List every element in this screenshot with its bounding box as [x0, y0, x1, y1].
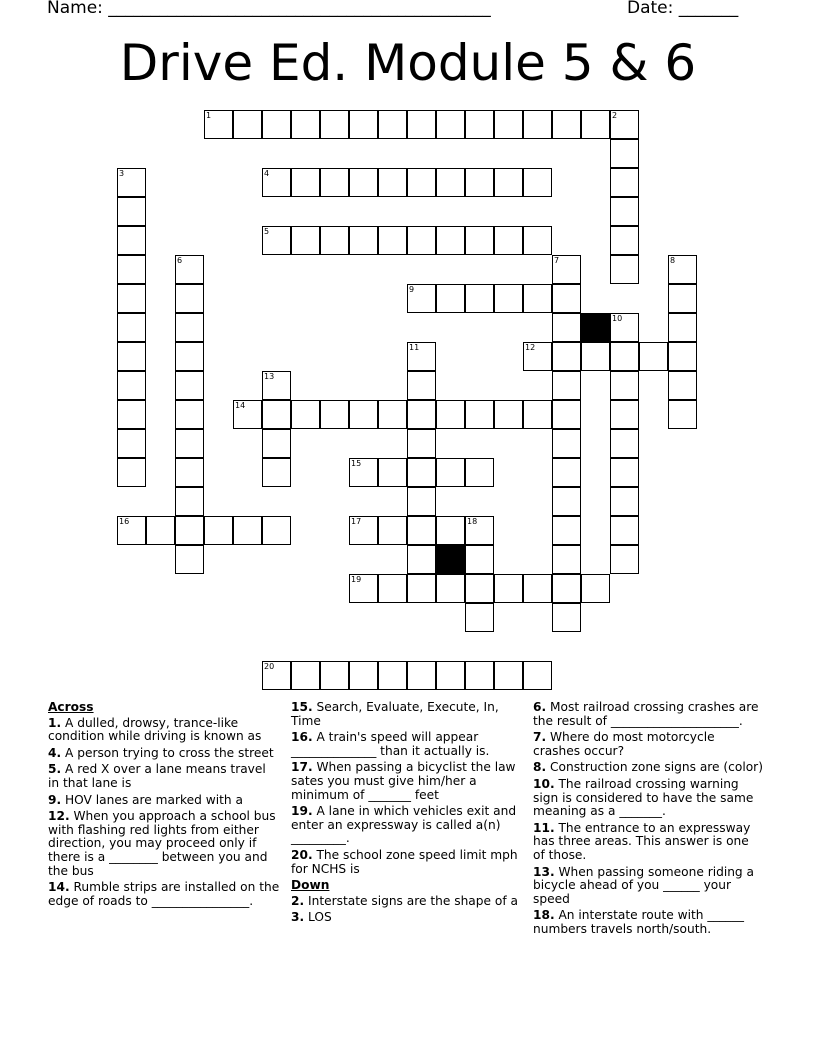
- grid-cell[interactable]: [117, 226, 146, 255]
- grid-cell[interactable]: [291, 226, 320, 255]
- grid-cell[interactable]: [262, 226, 291, 255]
- clue-num: 7.: [533, 730, 547, 745]
- clue-text: Construction zone signs are (color): [546, 760, 763, 775]
- grid-cell[interactable]: [465, 516, 494, 545]
- grid-cell[interactable]: [552, 516, 581, 545]
- grid-cell[interactable]: [407, 487, 436, 516]
- grid-cell[interactable]: [465, 284, 494, 313]
- grid-cell[interactable]: [465, 458, 494, 487]
- grid-cell[interactable]: [436, 516, 465, 545]
- clue-number: 3: [119, 169, 125, 178]
- grid-cell[interactable]: [349, 516, 378, 545]
- grid-cell[interactable]: [668, 342, 697, 371]
- clue-number: 1: [206, 111, 212, 120]
- grid-cell[interactable]: [407, 429, 436, 458]
- grid-cell[interactable]: [610, 313, 639, 342]
- grid-cell[interactable]: [117, 400, 146, 429]
- grid-cell[interactable]: [262, 516, 291, 545]
- clue-text: HOV lanes are marked with a: [61, 792, 243, 807]
- clue-number: 16: [119, 517, 130, 526]
- grid-cell[interactable]: [465, 545, 494, 574]
- grid-cell[interactable]: [407, 371, 436, 400]
- grid-cell[interactable]: [610, 139, 639, 168]
- grid-cell[interactable]: [436, 226, 465, 255]
- grid-cell[interactable]: [349, 574, 378, 603]
- grid-cell[interactable]: [175, 313, 204, 342]
- clue-num: 16.: [291, 730, 313, 745]
- clue-text: The school zone speed limit mph for NCHS is: [291, 847, 518, 876]
- clue-text: Search, Evaluate, Execute, In, Time: [291, 700, 499, 728]
- clue-text: Where do most motorcycle crashes occur?: [533, 730, 715, 758]
- clue-item: [291, 731, 519, 758]
- grid-cell[interactable]: [117, 255, 146, 284]
- date-line[interactable]: _______: [678, 0, 739, 18]
- grid-cell[interactable]: [349, 226, 378, 255]
- clue-item: [291, 701, 519, 728]
- grid-cell[interactable]: [204, 516, 233, 545]
- grid-cell[interactable]: [320, 661, 349, 690]
- clue-item: [48, 810, 280, 878]
- across-clue-list-2: [291, 701, 519, 876]
- grid-cell[interactable]: [320, 110, 349, 139]
- clue-text: A red X over a lane means travel in that lane is: [48, 762, 266, 790]
- grid-cell[interactable]: [523, 342, 552, 371]
- black-cell: [581, 313, 610, 342]
- clue-item: [48, 717, 280, 744]
- grid-cell[interactable]: [407, 458, 436, 487]
- grid-cell[interactable]: [552, 487, 581, 516]
- grid-cell[interactable]: [378, 226, 407, 255]
- grid-cell[interactable]: [117, 168, 146, 197]
- grid-cell[interactable]: [552, 545, 581, 574]
- grid-cell[interactable]: [436, 110, 465, 139]
- grid-cell[interactable]: [465, 168, 494, 197]
- clue-num: 6.: [533, 700, 547, 714]
- clue-text: An interstate route with ______ numbers travels north/south.: [533, 908, 744, 936]
- grid-cell[interactable]: [407, 545, 436, 574]
- grid-cell[interactable]: [175, 545, 204, 574]
- grid-cell[interactable]: [552, 255, 581, 284]
- grid-cell[interactable]: [407, 400, 436, 429]
- grid-cell[interactable]: [175, 400, 204, 429]
- grid-cell[interactable]: [581, 342, 610, 371]
- clue-number: 8: [670, 256, 676, 265]
- grid-cell[interactable]: [175, 284, 204, 313]
- clue-number: 19: [351, 575, 362, 584]
- grid-cell[interactable]: [117, 516, 146, 545]
- grid-cell[interactable]: [320, 226, 349, 255]
- clue-num: 4.: [48, 745, 62, 760]
- grid-cell[interactable]: [494, 284, 523, 313]
- clue-num: 12.: [48, 809, 70, 824]
- grid-cell[interactable]: [552, 313, 581, 342]
- clue-number: 12: [525, 343, 536, 352]
- clue-number: 13: [264, 372, 275, 381]
- grid-cell[interactable]: [349, 168, 378, 197]
- grid-cell[interactable]: [233, 400, 262, 429]
- grid-cell[interactable]: [610, 429, 639, 458]
- grid-cell[interactable]: [175, 342, 204, 371]
- grid-cell[interactable]: [146, 516, 175, 545]
- grid-cell[interactable]: [494, 110, 523, 139]
- clue-number: 15: [351, 459, 362, 468]
- clue-item: [291, 805, 519, 846]
- across-clue-list-1: [48, 717, 280, 909]
- grid-cell[interactable]: [668, 371, 697, 400]
- clues-column-3: [533, 701, 763, 940]
- grid-cell[interactable]: [552, 603, 581, 632]
- grid-cell[interactable]: [117, 284, 146, 313]
- name-label: Name:: [47, 0, 103, 18]
- grid-cell[interactable]: [407, 661, 436, 690]
- grid-cell[interactable]: [465, 574, 494, 603]
- grid-cell[interactable]: [552, 284, 581, 313]
- clue-item: [533, 701, 763, 728]
- grid-cell[interactable]: [378, 574, 407, 603]
- grid-cell[interactable]: [668, 255, 697, 284]
- clue-number: 7: [554, 256, 560, 265]
- grid-cell[interactable]: [407, 342, 436, 371]
- grid-cell[interactable]: [494, 400, 523, 429]
- grid-cell[interactable]: [639, 342, 668, 371]
- grid-cell[interactable]: [349, 458, 378, 487]
- grid-cell[interactable]: [581, 110, 610, 139]
- grid-cell[interactable]: [233, 516, 262, 545]
- clue-num: 3.: [291, 910, 305, 925]
- grid-cell[interactable]: [378, 168, 407, 197]
- clue-text: A lane in which vehicles exit and enter an expressway is called a(n) _________.: [291, 804, 517, 846]
- clue-num: 14.: [48, 880, 70, 895]
- clue-text: LOS: [304, 910, 332, 925]
- grid-cell[interactable]: [407, 110, 436, 139]
- clue-item: [533, 731, 763, 758]
- grid-cell[interactable]: [668, 400, 697, 429]
- grid-cell[interactable]: [436, 168, 465, 197]
- grid-cell[interactable]: [349, 400, 378, 429]
- grid-cell[interactable]: [610, 226, 639, 255]
- clue-number: 14: [235, 401, 246, 410]
- clue-num: 20.: [291, 847, 313, 862]
- grid-cell[interactable]: [291, 400, 320, 429]
- grid-cell[interactable]: [407, 574, 436, 603]
- clue-text: The entrance to an expressway has three areas. This answer is one of those.: [533, 820, 751, 862]
- grid-cell[interactable]: [610, 516, 639, 545]
- grid-cell[interactable]: [465, 661, 494, 690]
- grid-cell[interactable]: [291, 168, 320, 197]
- clue-number: 18: [467, 517, 478, 526]
- clue-text: The railroad crossing warning sign is considered to have the same meaning as a _______.: [533, 776, 754, 819]
- clue-item: [291, 895, 519, 909]
- clue-text: When passing someone riding a bicycle ahead of you ______ your speed: [533, 864, 755, 906]
- clue-num: 13.: [533, 864, 555, 879]
- grid-cell[interactable]: [610, 255, 639, 284]
- clue-num: 11.: [533, 820, 555, 835]
- grid-cell[interactable]: [407, 226, 436, 255]
- clue-item: [533, 866, 763, 907]
- grid-cell[interactable]: [581, 574, 610, 603]
- grid-cell[interactable]: [349, 661, 378, 690]
- clue-text: A train's speed will appear ______________ than it actually is.: [291, 730, 490, 758]
- grid-cell[interactable]: [262, 168, 291, 197]
- grid-cell[interactable]: [523, 400, 552, 429]
- clue-number: 11: [409, 343, 420, 352]
- grid-cell[interactable]: [610, 400, 639, 429]
- grid-cell[interactable]: [552, 342, 581, 371]
- grid-cell[interactable]: [494, 168, 523, 197]
- clue-num: 10.: [533, 776, 555, 791]
- down-heading: Down: [291, 878, 330, 893]
- grid-cell[interactable]: [262, 371, 291, 400]
- grid-cell[interactable]: [117, 458, 146, 487]
- grid-cell[interactable]: [523, 574, 552, 603]
- grid-cell[interactable]: [349, 110, 378, 139]
- grid-cell[interactable]: [610, 110, 639, 139]
- page-title: Drive Ed. Module 5 & 6: [119, 34, 697, 92]
- grid-cell[interactable]: [610, 342, 639, 371]
- clue-text: Most railroad crossing crashes are the result of _____________________.: [533, 700, 759, 728]
- grid-cell[interactable]: [552, 458, 581, 487]
- clue-item: [533, 778, 763, 819]
- grid-cell[interactable]: [175, 371, 204, 400]
- grid-cell[interactable]: [494, 226, 523, 255]
- clue-num: 5.: [48, 762, 62, 777]
- clue-text: A dulled, drowsy, trance-like condition while driving is known as: [48, 715, 262, 744]
- grid-cell[interactable]: [436, 661, 465, 690]
- grid-cell[interactable]: [552, 110, 581, 139]
- grid-cell[interactable]: [175, 516, 204, 545]
- grid-cell[interactable]: [407, 516, 436, 545]
- grid-cell[interactable]: [117, 371, 146, 400]
- clue-number: 17: [351, 517, 362, 526]
- grid-cell[interactable]: [175, 458, 204, 487]
- grid-cell[interactable]: [407, 168, 436, 197]
- grid-cell[interactable]: [378, 516, 407, 545]
- grid-cell[interactable]: [523, 168, 552, 197]
- grid-cell[interactable]: [610, 168, 639, 197]
- grid-cell[interactable]: [610, 545, 639, 574]
- grid-cell[interactable]: [668, 313, 697, 342]
- grid-cell[interactable]: [262, 661, 291, 690]
- clue-number: 2: [612, 111, 618, 120]
- grid-cell[interactable]: [552, 429, 581, 458]
- grid-cell[interactable]: [378, 458, 407, 487]
- grid-cell[interactable]: [523, 661, 552, 690]
- grid-cell[interactable]: [465, 603, 494, 632]
- grid-cell[interactable]: [494, 574, 523, 603]
- clue-num: 1.: [48, 715, 62, 730]
- grid-cell[interactable]: [378, 110, 407, 139]
- grid-cell[interactable]: [436, 458, 465, 487]
- clue-item: [533, 909, 763, 936]
- grid-cell[interactable]: [117, 197, 146, 226]
- date-label: Date:: [627, 0, 674, 18]
- clue-text: Interstate signs are the shape of a: [304, 893, 518, 908]
- clue-item: [291, 761, 519, 802]
- grid-cell[interactable]: [117, 313, 146, 342]
- clue-number: 20: [264, 662, 275, 671]
- grid-cell[interactable]: [262, 458, 291, 487]
- down-clue-list-2: [533, 701, 763, 937]
- clue-num: 8.: [533, 760, 547, 775]
- grid-cell[interactable]: [610, 371, 639, 400]
- grid-cell[interactable]: [494, 661, 523, 690]
- grid-cell[interactable]: [204, 110, 233, 139]
- clues-column-2: [291, 701, 519, 928]
- clue-item: [48, 747, 280, 761]
- grid-cell[interactable]: [610, 458, 639, 487]
- grid-cell[interactable]: [436, 400, 465, 429]
- clue-text: When you approach a school bus with flashing red lights from either direction, you may proceed only if there is a ________ between you and the bus: [48, 809, 276, 878]
- grid-cell[interactable]: [610, 487, 639, 516]
- clue-item: [291, 911, 519, 925]
- clue-number: 9: [409, 285, 415, 294]
- grid-cell[interactable]: [378, 661, 407, 690]
- grid-cell[interactable]: [291, 661, 320, 690]
- clue-number: 10: [612, 314, 623, 323]
- grid-cell[interactable]: [523, 110, 552, 139]
- clue-item: [48, 794, 280, 808]
- clue-num: 18.: [533, 908, 555, 923]
- grid-cell[interactable]: [523, 226, 552, 255]
- clue-item: [48, 763, 280, 790]
- grid-cell[interactable]: [175, 487, 204, 516]
- grid-cell[interactable]: [668, 284, 697, 313]
- clue-item: [533, 761, 763, 775]
- grid-cell[interactable]: [262, 400, 291, 429]
- clue-text: A person trying to cross the street: [61, 745, 274, 760]
- clue-text: When passing a bicyclist the law sates you must give him/her a minimum of _______ feet: [291, 760, 516, 802]
- down-clue-list-1: [291, 895, 519, 925]
- grid-cell[interactable]: [320, 400, 349, 429]
- grid-cell[interactable]: [523, 284, 552, 313]
- grid-cell[interactable]: [175, 255, 204, 284]
- grid-cell[interactable]: [117, 429, 146, 458]
- grid-cell[interactable]: [262, 110, 291, 139]
- grid-cell[interactable]: [610, 197, 639, 226]
- grid-cell[interactable]: [233, 110, 262, 139]
- across-heading: Across: [48, 700, 94, 714]
- clue-number: 6: [177, 256, 183, 265]
- clue-num: 2.: [291, 893, 305, 908]
- clue-text: Rumble strips are installed on the edge of roads to ________________.: [48, 880, 280, 908]
- clue-num: 17.: [291, 760, 313, 775]
- grid-cell[interactable]: [552, 371, 581, 400]
- grid-cell[interactable]: [552, 400, 581, 429]
- grid-cell[interactable]: [436, 284, 465, 313]
- clue-item: [533, 822, 763, 863]
- grid-cell[interactable]: [407, 284, 436, 313]
- name-line[interactable]: _____________________________________________: [108, 0, 491, 18]
- clue-num: 9.: [48, 792, 62, 807]
- grid-cell[interactable]: [552, 574, 581, 603]
- grid-cell[interactable]: [465, 400, 494, 429]
- clue-num: 15.: [291, 700, 313, 714]
- grid-cell[interactable]: [436, 574, 465, 603]
- clue-number: 4: [264, 169, 270, 178]
- grid-cell[interactable]: [465, 110, 494, 139]
- clue-number: 5: [264, 227, 270, 236]
- grid-cell[interactable]: [262, 429, 291, 458]
- grid-cell[interactable]: [378, 400, 407, 429]
- grid-cell[interactable]: [175, 429, 204, 458]
- grid-cell[interactable]: [291, 110, 320, 139]
- grid-cell[interactable]: [320, 168, 349, 197]
- clue-item: [291, 849, 519, 876]
- clues-column-1: [48, 701, 280, 911]
- black-cell: [436, 545, 465, 574]
- grid-cell[interactable]: [117, 342, 146, 371]
- clue-num: 19.: [291, 804, 313, 819]
- clue-item: [48, 881, 280, 908]
- grid-cell[interactable]: [465, 226, 494, 255]
